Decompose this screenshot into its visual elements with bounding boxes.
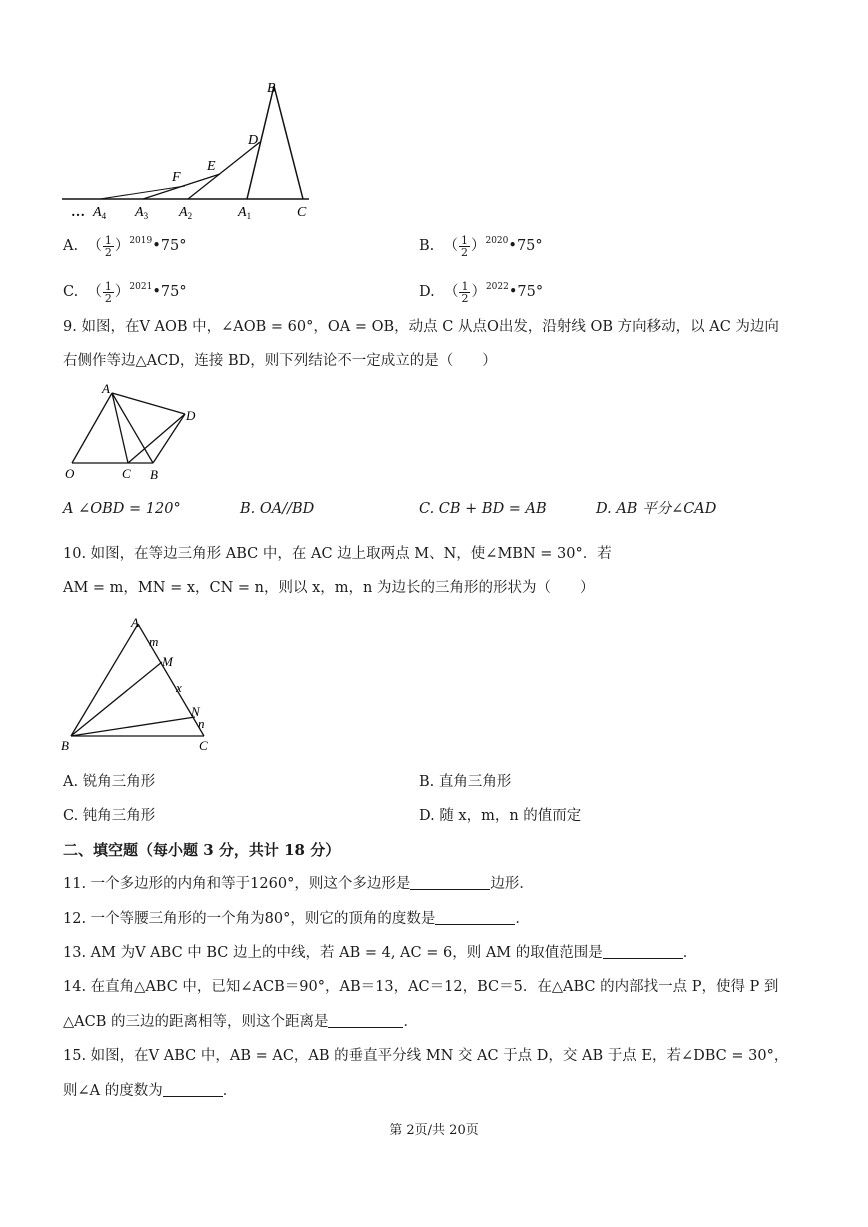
segment-A4F	[100, 186, 185, 199]
q9-line-2: 右侧作等边△ACD，连接 BD，则下列结论不一定成立的是（ ）	[63, 353, 497, 369]
q9-option-a: A ∠OBD = 120°	[63, 501, 181, 517]
label-D: D	[248, 133, 259, 148]
answer-blank[interactable]	[163, 1082, 223, 1097]
page-footer: 第 2页/共 20页	[389, 1123, 479, 1138]
q12: 12. 一个等腰三角形的一个角为80°，则它的顶角的度数是 ．	[63, 911, 530, 927]
label-B: B	[61, 738, 69, 753]
label-A3: $A_3$	[135, 205, 149, 221]
figure-q8	[55, 76, 325, 226]
label-D: D	[186, 408, 196, 423]
label-E: E	[207, 159, 216, 174]
answer-blank[interactable]	[410, 875, 490, 890]
label-x: x	[176, 680, 182, 695]
label-A4: $A_4$	[93, 205, 107, 221]
q10-option-b: B. 直角三角形	[419, 774, 512, 790]
answer-blank[interactable]	[603, 944, 683, 959]
label-M: M	[162, 654, 173, 669]
q9-option-c: C. CB + BD = AB	[419, 501, 547, 517]
q15-line-2: 则∠A 的度数为 ．	[63, 1083, 238, 1099]
answer-blank[interactable]	[328, 1013, 403, 1028]
label-C: C	[199, 738, 208, 753]
q8-option-b: B. （ $\frac{1}{2}$ ）$^{2020}$•75°	[419, 233, 543, 259]
label-A1: $A_1$	[238, 205, 252, 221]
q15-line-1: 15. 如图，在V ABC 中，AB = AC，AB 的垂直平分线 MN 交 AC 于点 D，交 AB 于点 E，若∠DBC = 30°，	[63, 1048, 789, 1064]
label-n: n	[198, 716, 205, 731]
q10-option-d: D. 随 x，m，n 的值而定	[419, 808, 582, 824]
label-F: F	[172, 170, 181, 185]
q9-line-1: 9. 如图，在V AOB 中，∠AOB = 60°，OA = OB，动点 C 从点O出发，沿射线 OB 方向移动，以 AC 为边向	[63, 319, 779, 335]
q10-line-1: 10. 如图，在等边三角形 ABC 中，在 AC 边上取两点 M、N，使∠MBN = 30°．若	[63, 546, 612, 562]
q13: 13. AM 为V ABC 中 BC 边上的中线，若 AB = 4, AC = 6，则 AM 的取值范围是 ．	[63, 945, 698, 961]
label-A2: $A_2$	[179, 205, 193, 221]
q8-option-d: D. （ $\frac{1}{2}$ ）$^{2022}$•75°	[419, 279, 544, 305]
q9-option-b: B. OA//BD	[240, 501, 315, 517]
label-N: N	[191, 704, 200, 719]
q10-option-c: C. 钝角三角形	[63, 808, 156, 824]
q10-option-a: A. 锐角三角形	[63, 774, 156, 790]
answer-blank[interactable]	[435, 910, 515, 925]
segment-BC	[274, 86, 303, 199]
label-m: m	[149, 634, 159, 649]
q10-line-2: AM = m，MN = x，CN = n，则以 x，m，n 为边长的三角形的形状为（ ）	[63, 580, 595, 596]
label-A: A	[131, 615, 139, 630]
label-B: B	[267, 81, 276, 96]
q8-option-c: C. （ $\frac{1}{2}$ ）$^{2021}$•75°	[63, 279, 187, 305]
label-dots: …	[71, 205, 85, 220]
section-heading: 二、填空题（每小题 3 分，共计 18 分）	[63, 841, 341, 859]
figure-q9	[60, 378, 210, 483]
q14-line-1: 14. 在直角△ABC 中，已知∠ACB＝90°，AB＝13，AC＝12，BC＝5．在△ABC 的内部找一点 P，使得 P 到	[63, 979, 779, 995]
label-O: O	[65, 466, 75, 481]
label-C: C	[297, 205, 307, 220]
q9-option-d: D. AB 平分∠CAD	[596, 501, 717, 517]
q14-line-2: △ACB 的三边的距离相等，则这个距离是 ．	[63, 1014, 418, 1030]
label-A: A	[102, 381, 110, 396]
label-B: B	[150, 467, 158, 482]
label-C: C	[122, 466, 131, 481]
q8-option-a: A. （ $\frac{1}{2}$ ）$^{2019}$•75°	[63, 233, 187, 259]
figure-q10	[58, 612, 218, 757]
q11: 11. 一个多边形的内角和等于1260°，则这个多边形是 边形．	[63, 876, 534, 892]
